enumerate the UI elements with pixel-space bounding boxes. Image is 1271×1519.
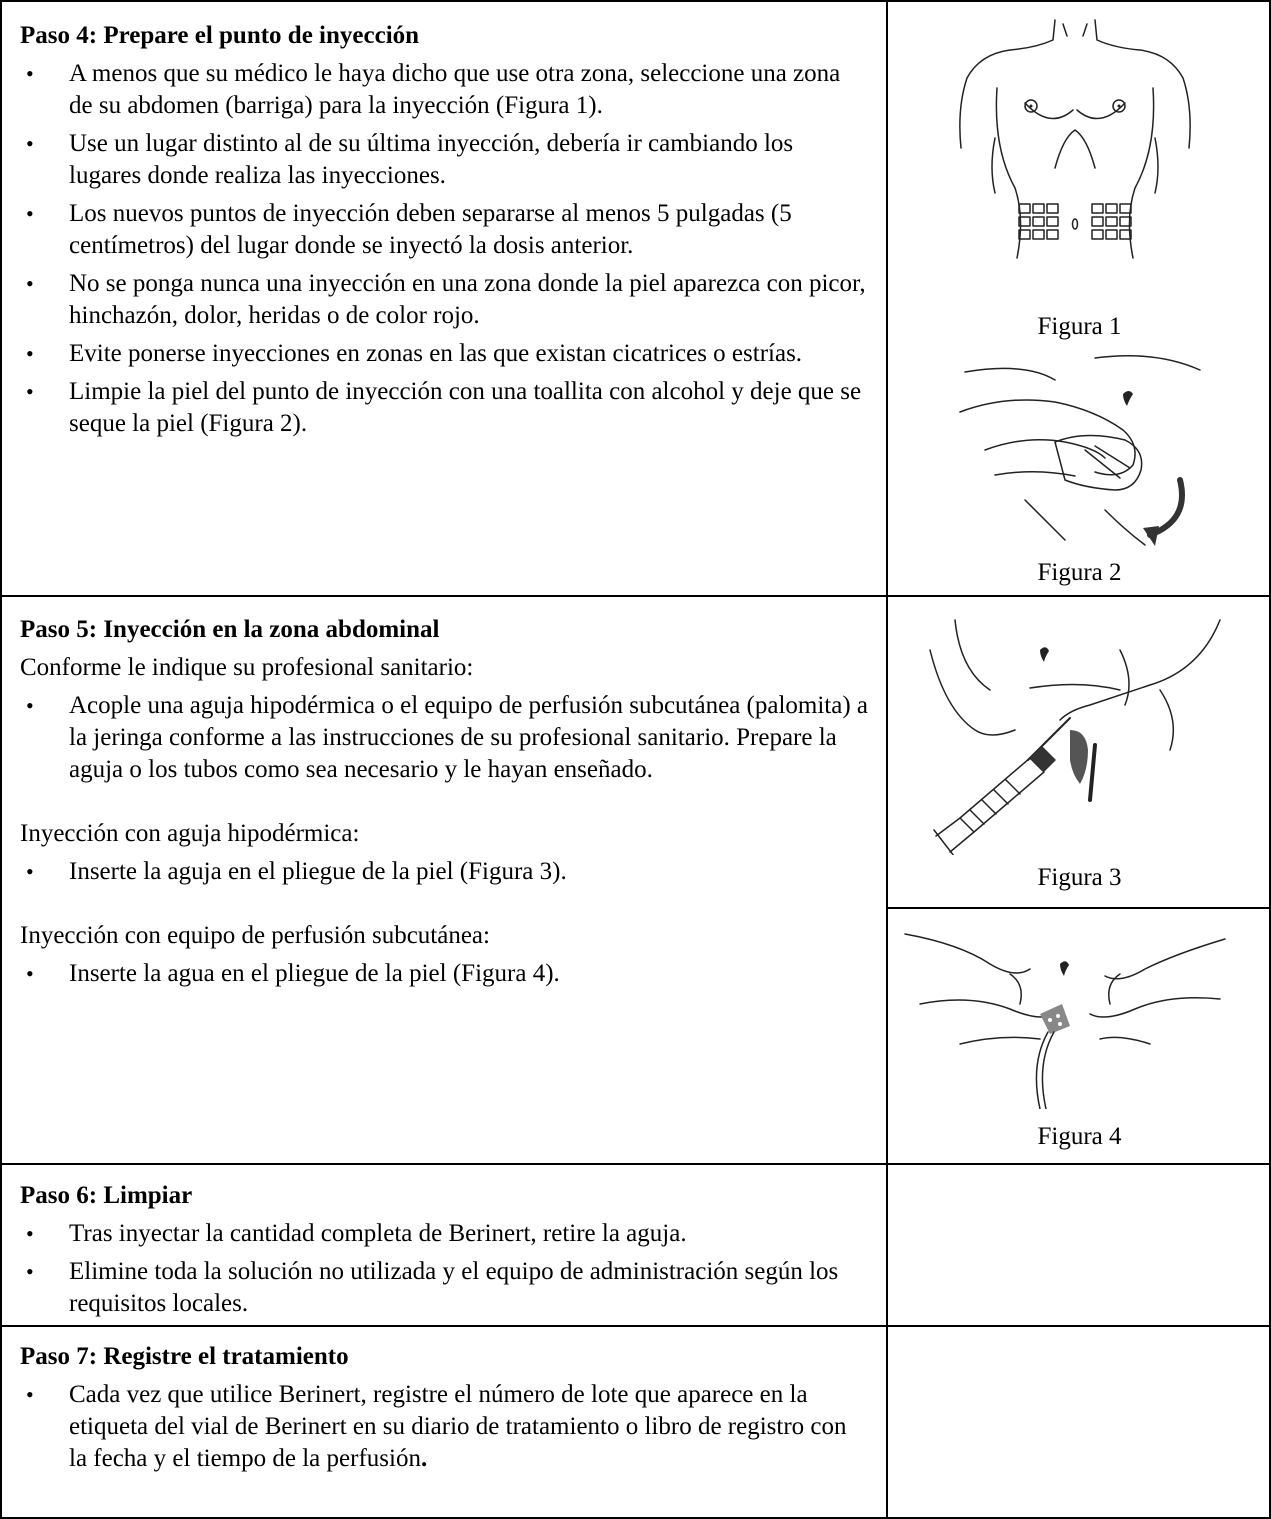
list-item: • Inserte la agua en el pliegue de la piel (Figura 4). bbox=[20, 958, 870, 990]
syringe-injection-icon bbox=[920, 610, 1230, 855]
row-divider bbox=[886, 907, 1271, 909]
bullet-glyph: • bbox=[26, 271, 34, 296]
bullet-glyph: • bbox=[26, 379, 34, 404]
step6-cell bbox=[20, 1180, 870, 1326]
table-border-left bbox=[0, 0, 2, 1519]
step5-bullet-list-3 bbox=[20, 958, 870, 990]
step5-bullet-list bbox=[20, 690, 870, 786]
column-divider bbox=[886, 0, 888, 1519]
step7-title: Paso 7: Registre el tratamiento bbox=[20, 1343, 349, 1370]
bullet-glyph: • bbox=[26, 341, 34, 366]
list-item: • No se ponga nunca una inyección en una zona donde la piel aparezca con picor, hinchazón, dolor, heridas o de color rojo. bbox=[26, 270, 866, 329]
torso-injection-sites-icon bbox=[955, 18, 1195, 288]
bullet-glyph: • bbox=[26, 61, 34, 86]
step6-bullet-list bbox=[20, 1218, 870, 1320]
bullet-glyph: • bbox=[26, 693, 34, 718]
list-item: • Limpie la piel del punto de inyección con una toallita con alcohol y deje que se seque la piel (Figura 2). bbox=[26, 378, 862, 437]
step6-title: Paso 6: Limpiar bbox=[20, 1182, 193, 1209]
list-item: • Tras inyectar la cantidad completa de Berinert, retire la aguja. bbox=[20, 1218, 870, 1250]
bullet-glyph: • bbox=[26, 1382, 34, 1407]
step5-cell bbox=[20, 614, 870, 996]
step4-bullet-list bbox=[20, 58, 870, 440]
list-item: • Evite ponerse inyecciones en zonas en las que existan cicatrices o estrías. bbox=[20, 338, 870, 370]
step5-title: Paso 5: Inyección en la zona abdominal bbox=[20, 616, 440, 643]
bullet-glyph: • bbox=[26, 961, 34, 986]
figure3-caption: Figura 3 bbox=[1037, 864, 1122, 891]
list-item: • Los nuevos puntos de inyección deben separarse al menos 5 pulgadas (5 centímetros) del lugar donde se inyectó la dosis anterior. bbox=[26, 200, 792, 259]
row-divider bbox=[0, 595, 1271, 597]
list-item: • Use un lugar distinto al de su última inyección, debería ir cambiando los lugares donde realiza las inyecciones. bbox=[26, 130, 794, 189]
list-item: • Acople una aguja hipodérmica o el equipo de perfusión subcutánea (palomita) a la jeringa conforme a las instrucciones de su profesional sanitario. Prepare la aguja o los tubos como sea necesario y le hayan enseñado. bbox=[26, 692, 869, 783]
step4-title: Paso 4: Prepare el punto de inyección bbox=[20, 22, 420, 49]
table-border-top bbox=[0, 0, 1271, 2]
row-divider bbox=[0, 1163, 1271, 1165]
butterfly-needle-injection-icon bbox=[900, 914, 1230, 1109]
list-item: • Inserte la aguja en el pliegue de la piel (Figura 3). bbox=[20, 856, 870, 888]
figure4-caption: Figura 4 bbox=[1037, 1123, 1122, 1150]
bold-period: . bbox=[420, 1445, 428, 1472]
bullet-glyph: • bbox=[26, 859, 34, 884]
bullet-glyph: • bbox=[26, 201, 34, 226]
step5-intro: Conforme le indique su profesional sanitario: bbox=[20, 654, 474, 681]
step5-bullet-list-2 bbox=[20, 856, 870, 888]
bullet-glyph: • bbox=[26, 1259, 34, 1284]
list-item: • Elimine toda la solución no utilizada y el equipo de administración según los requisitos locales. bbox=[26, 1258, 839, 1317]
step7-cell bbox=[20, 1341, 870, 1481]
figure2-caption: Figura 2 bbox=[1037, 559, 1122, 586]
hand-wiping-skin-icon bbox=[945, 350, 1210, 550]
step5-subheading-hypodermic: Inyección con aguja hipodérmica: bbox=[20, 820, 360, 847]
step5-subheading-subcutaneous: Inyección con equipo de perfusión subcutánea: bbox=[20, 922, 490, 949]
bullet-glyph: • bbox=[26, 1221, 34, 1246]
step4-cell bbox=[20, 20, 870, 446]
list-item: • Cada vez que utilice Berinert, registre el número de lote que aparece en la etiqueta del vial de Berinert en su diario de tratamiento o libro de registro con la fecha y el tiempo de la perfusión. bbox=[26, 1381, 847, 1472]
figure1-caption: Figura 1 bbox=[1037, 313, 1122, 340]
step7-bullet-list bbox=[20, 1379, 870, 1475]
bullet-glyph: • bbox=[26, 131, 34, 156]
list-item: • A menos que su médico le haya dicho que use otra zona, seleccione una zona de su abdomen (barriga) para la inyección (Figura 1). bbox=[26, 60, 841, 119]
